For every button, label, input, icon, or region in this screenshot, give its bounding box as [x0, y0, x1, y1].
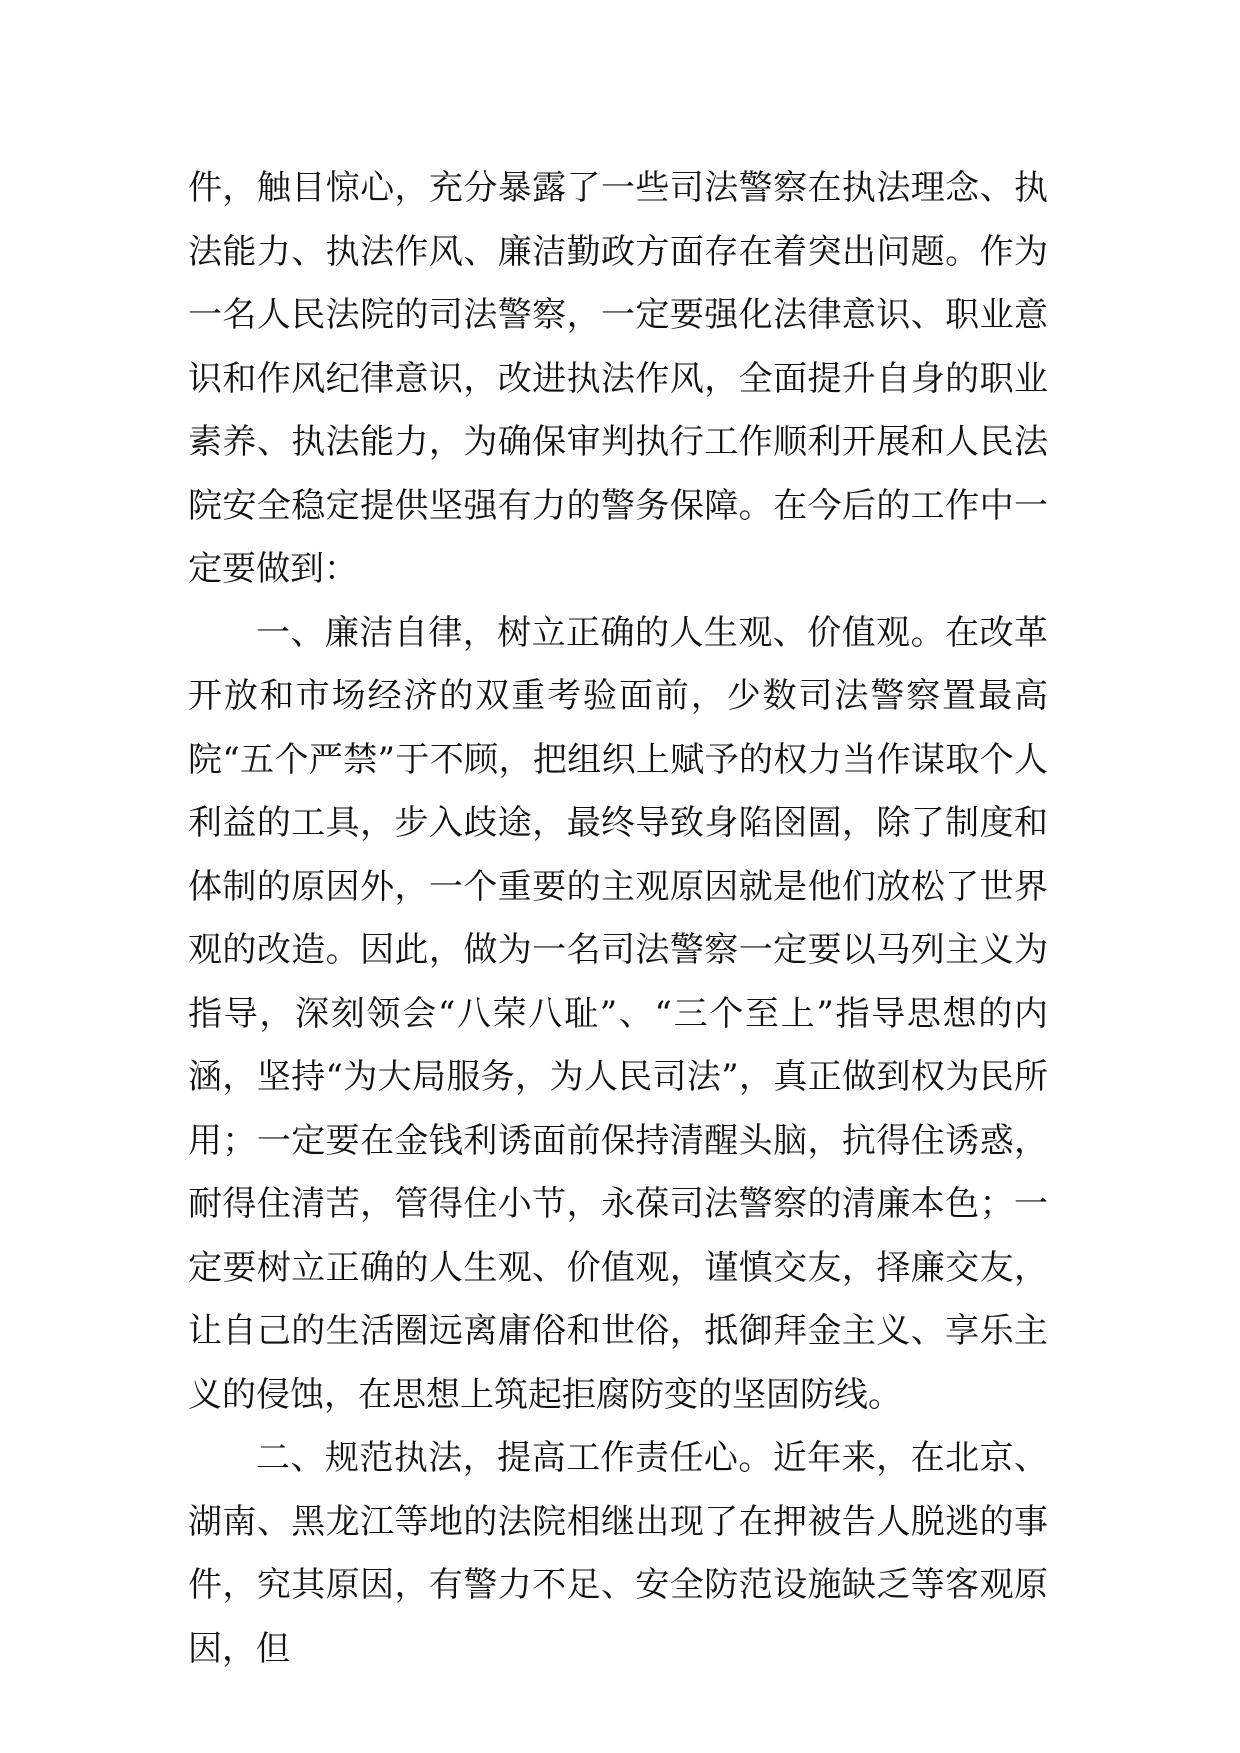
- paragraph-section-two: 二、规范执法，提高工作责任心。近年来，在北京、湖南、黑龙江等地的法院相继出现了在押被告人脱逃的事件，究其原因，有警力不足、安全防范设施缺乏等客观原因，但: [188, 1438, 1048, 1669]
- paragraph-section-one: 一、廉洁自律，树立正确的人生观、价值观。在改革开放和市场经济的双重考验面前，少数司法警察置最高院“五个严禁”于不顾，把组织上赋予的权力当作谋取个人利益的工具，步入歧途，最终导致身陷囹圄，除了制度和体制的原因外，一个重要的主观原因就是他们放松了世界观的改造。因此，做为一名司法警察一定要以马列主义为指导，深刻领会“八荣八耻”、“三个至上”指导思想的内涵，坚持“为大局服务，为人民司法”，真正做到权为民所用；一定要在金钱利诱面前保持清醒头脑，抗得住诱惑，耐得住清苦，管得住小节，永葆司法警察的清廉本色；一定要树立正确的人生观、价值观，谨慎交友，择廉交友，让自己的生活圈远离庸俗和世俗，抵御拜金主义、享乐主义的侵蚀，在思想上筑起拒腐防变的坚固防线。: [188, 612, 1048, 1415]
- paragraph-continuation: 件，触目惊心，充分暴露了一些司法警察在执法理念、执法能力、执法作风、廉洁勤政方面存在着突出问题。作为一名人民法院的司法警察，一定要强化法律意识、职业意识和作风纪律意识，改进执法作风，全面提升自身的职业素养、执法能力，为确保审判执行工作顺利开展和人民法院安全稳定提供坚强有力的警务保障。在今后的工作中一定要做到：: [188, 168, 1048, 589]
- document-body: [188, 157, 1048, 1681]
